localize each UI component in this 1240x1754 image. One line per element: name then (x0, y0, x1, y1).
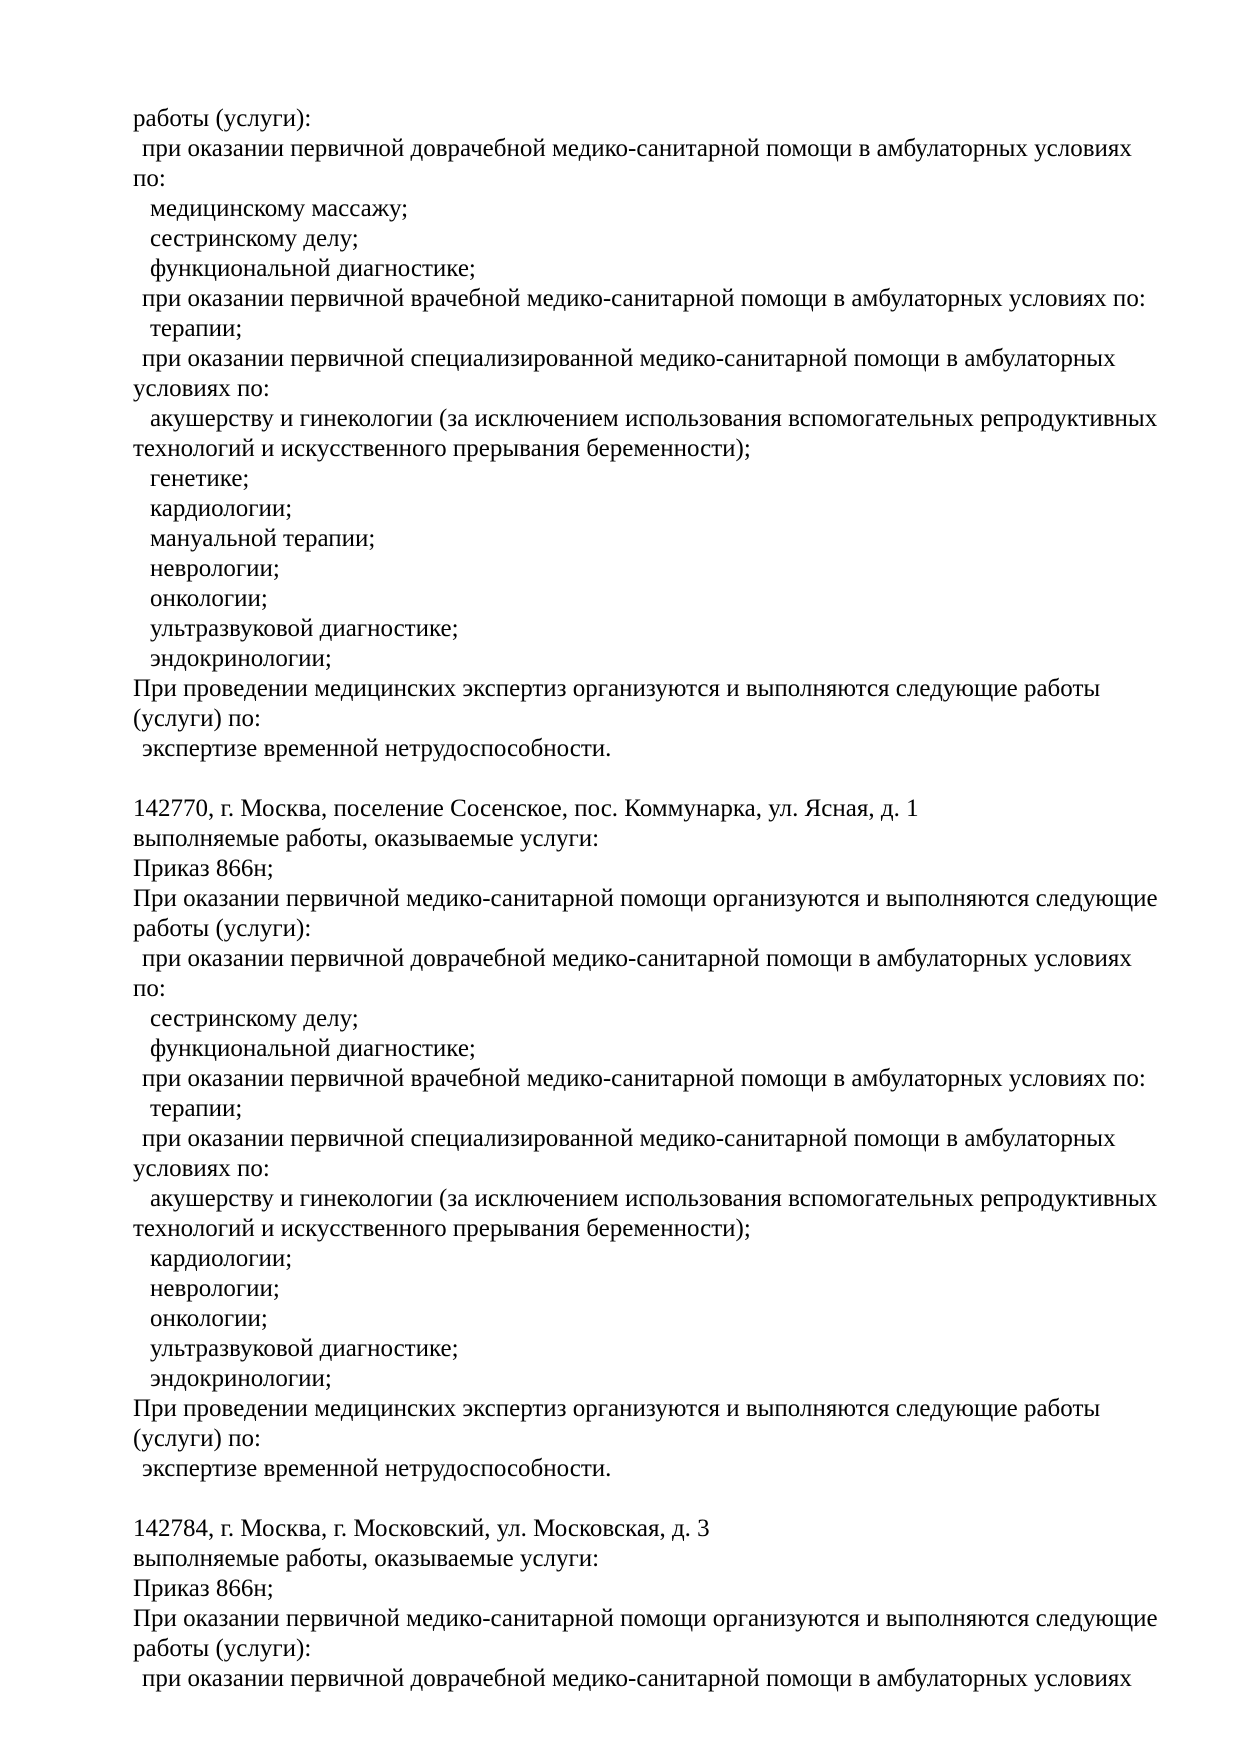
document-line: онкологии; (150, 1305, 268, 1332)
document-line: технологий и искусственного прерывания беременности); (133, 1215, 751, 1242)
document-line: терапии; (150, 1095, 243, 1122)
document-line: кардиологии; (150, 1245, 293, 1272)
document-line: работы (услуги): (133, 105, 312, 132)
document-line: сестринскому делу; (150, 225, 359, 252)
document-line: акушерству и гинекологии (за исключением использования вспомогательных репродуктивных (150, 1185, 1158, 1212)
document-line: неврологии; (150, 555, 280, 582)
document-line: медицинскому массажу; (150, 195, 409, 222)
document-line: (услуги) по: (133, 1425, 261, 1452)
document-line: экспертизе временной нетрудоспособности. (142, 735, 612, 762)
document-line: при оказании первичной специализированной медико-санитарной помощи в амбулаторных (142, 345, 1116, 372)
document-line: условиях по: (133, 375, 270, 402)
blank-line (133, 1484, 1210, 1514)
document-line: При оказании первичной медико-санитарной помощи организуются и выполняются следующие (133, 1605, 1158, 1632)
document-line: При проведении медицинских экспертиз организуются и выполняются следующие работы (133, 675, 1101, 702)
document-line: онкологии; (150, 585, 268, 612)
document-line: ультразвуковой диагностике; (150, 615, 459, 642)
document-line: по: (133, 975, 166, 1002)
document-line: работы (услуги): (133, 1635, 312, 1662)
document-line: по: (133, 165, 166, 192)
document-line: При проведении медицинских экспертиз организуются и выполняются следующие работы (133, 1395, 1101, 1422)
document-line: (услуги) по: (133, 705, 261, 732)
document-line: при оказании первичной доврачебной медико-санитарной помощи в амбулаторных условиях (142, 135, 1132, 162)
document-line: условиях по: (133, 1155, 270, 1182)
document-line: эндокринологии; (150, 1365, 332, 1392)
document-line: выполняемые работы, оказываемые услуги: (133, 825, 600, 852)
document-line: кардиологии; (150, 495, 293, 522)
document-line: выполняемые работы, оказываемые услуги: (133, 1545, 600, 1572)
document-line: при оказании первичной специализированной медико-санитарной помощи в амбулаторных (142, 1125, 1116, 1152)
document-line: функциональной диагностике; (150, 1035, 476, 1062)
document-line: сестринскому делу; (150, 1005, 359, 1032)
document-line: работы (услуги): (133, 915, 312, 942)
document-line: 142784, г. Москва, г. Московский, ул. Московская, д. 3 (133, 1515, 710, 1542)
blank-line (133, 764, 1210, 794)
document-line: терапии; (150, 315, 243, 342)
document-line: при оказании первичной врачебной медико-санитарной помощи в амбулаторных условиях по: (142, 1065, 1146, 1092)
document-line: акушерству и гинекологии (за исключением использования вспомогательных репродуктивных (150, 405, 1158, 432)
document-line: при оказании первичной врачебной медико-санитарной помощи в амбулаторных условиях по: (142, 285, 1146, 312)
document-line: ультразвуковой диагностике; (150, 1335, 459, 1362)
document-text-block (133, 104, 1210, 1694)
document-line: Приказ 866н; (133, 855, 274, 882)
document-line: экспертизе временной нетрудоспособности. (142, 1455, 612, 1482)
document-line: 142770, г. Москва, поселение Сосенское, пос. Коммунарка, ул. Ясная, д. 1 (133, 795, 919, 822)
document-line: технологий и искусственного прерывания беременности); (133, 435, 751, 462)
document-line: При оказании первичной медико-санитарной помощи организуются и выполняются следующие (133, 885, 1158, 912)
document-line: функциональной диагностике; (150, 255, 476, 282)
document-line: Приказ 866н; (133, 1575, 274, 1602)
document-line: при оказании первичной доврачебной медико-санитарной помощи в амбулаторных условиях (142, 945, 1132, 972)
document-line: при оказании первичной доврачебной медико-санитарной помощи в амбулаторных условиях (142, 1665, 1132, 1692)
document-line: генетике; (150, 465, 250, 492)
document-line: мануальной терапии; (150, 525, 376, 552)
document-line: эндокринологии; (150, 645, 332, 672)
document-line: неврологии; (150, 1275, 280, 1302)
